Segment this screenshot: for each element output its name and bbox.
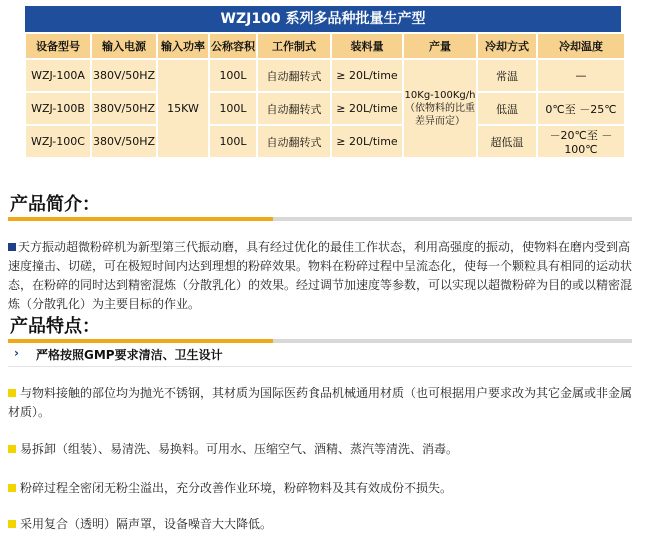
model-cell: WZJ-100B <box>26 93 90 124</box>
intro-text: 天方振动超微粉碎机为新型第三代振动磨，具有经过优化的最佳工作状态，利用高强度的振动，使物料在磨内受到高速度撞击、切磋，可在极短时间内达到理想的粉碎效果。物料在粉碎过程中呈流态化，使每一个颗粒具有相同的运动状态，在粉碎的同时达到精密混炼（分散乳化）的效果。经过调节加速度等参数，可以实现以超微粉碎为目的或以精密混炼（分散乳化）为主要目标的作业。 <box>8 240 633 311</box>
intro-paragraph <box>8 238 634 314</box>
feature-item <box>8 515 634 534</box>
header-cell: 产量 <box>404 34 476 58</box>
feature-item <box>8 440 634 459</box>
mode-cell: 自动翻转式 <box>258 60 330 91</box>
temp-cell: －20℃至 －100℃ <box>538 126 624 157</box>
load-cell: ≥ 20L/time <box>332 93 402 124</box>
features-subheading: 严格按照GMP要求清洁、卫生设计 <box>36 348 223 362</box>
output-line: 10Kg-100Kg/h <box>404 90 476 101</box>
mode-cell: 自动翻转式 <box>258 126 330 157</box>
divider-accent <box>8 217 273 221</box>
header-cell: 输入功率 <box>158 34 208 58</box>
feature-item <box>8 384 634 422</box>
header-cell: 装料量 <box>332 34 402 58</box>
divider-accent <box>8 339 273 343</box>
features-subheading-block <box>8 344 632 367</box>
temp-cell: — <box>538 60 624 91</box>
table-header-row <box>26 34 624 58</box>
square-bullet-icon <box>8 445 16 453</box>
power-supply-cell: 380V/50HZ <box>92 60 156 91</box>
intro-heading: 产品简介： <box>10 194 100 215</box>
output-line: 差异而定） <box>415 116 465 127</box>
header-cell: 输入电源 <box>92 34 156 58</box>
intro-heading-block <box>8 194 632 224</box>
temp-cell: 0℃至 －25℃ <box>538 93 624 124</box>
cooling-cell: 低温 <box>478 93 536 124</box>
feature-text: 易拆卸（组装）、易清洗、易换料。可用水、压缩空气、酒精、蒸汽等清洗、消毒。 <box>20 442 459 456</box>
table-row <box>26 60 624 91</box>
table-row <box>26 126 624 157</box>
header-cell: 冷却温度 <box>538 34 624 58</box>
square-bullet-icon <box>8 389 16 397</box>
model-cell: WZJ-100A <box>26 60 90 91</box>
header-cell: 冷却方式 <box>478 34 536 58</box>
square-bullet-icon <box>8 484 16 492</box>
volume-cell: 100L <box>210 60 256 91</box>
feature-text: 与物料接触的部位均为抛光不锈钢，其材质为国际医药食品机械通用材质（也可根据用户要求改为其它金属或非金属材质）。 <box>8 386 633 419</box>
features-heading: 产品特点： <box>10 316 100 337</box>
load-cell: ≥ 20L/time <box>332 126 402 157</box>
header-cell: 工作制式 <box>258 34 330 58</box>
square-bullet-icon <box>8 520 16 528</box>
spec-table-block <box>25 6 621 159</box>
table-row <box>26 93 624 124</box>
load-cell: ≥ 20L/time <box>332 60 402 91</box>
volume-cell: 100L <box>210 93 256 124</box>
volume-cell: 100L <box>210 126 256 157</box>
output-cell <box>404 60 476 157</box>
feature-text: 粉碎过程全密闭无粉尘溢出，充分改善作业环境，粉碎物料及其有效成份不损失。 <box>20 481 453 495</box>
chevron-right-icon: › <box>14 346 19 360</box>
spec-table-title: WZJ100 系列多品种批量生产型 <box>25 6 621 32</box>
features-heading-block <box>8 316 632 346</box>
output-line: （依物料的比重 <box>405 103 475 114</box>
cooling-cell: 超低温 <box>478 126 536 157</box>
mode-cell: 自动翻转式 <box>258 93 330 124</box>
power-supply-cell: 380V/50HZ <box>92 93 156 124</box>
spec-table <box>24 32 626 159</box>
input-power-cell: 15KW <box>158 60 208 157</box>
model-cell: WZJ-100C <box>26 126 90 157</box>
feature-item <box>8 479 634 498</box>
header-cell: 公称容积 <box>210 34 256 58</box>
header-cell: 设备型号 <box>26 34 90 58</box>
power-supply-cell: 380V/50HZ <box>92 126 156 157</box>
cooling-cell: 常温 <box>478 60 536 91</box>
feature-text: 采用复合（透明）隔声罩，设备噪音大大降低。 <box>20 517 273 531</box>
square-bullet-icon <box>8 243 16 251</box>
